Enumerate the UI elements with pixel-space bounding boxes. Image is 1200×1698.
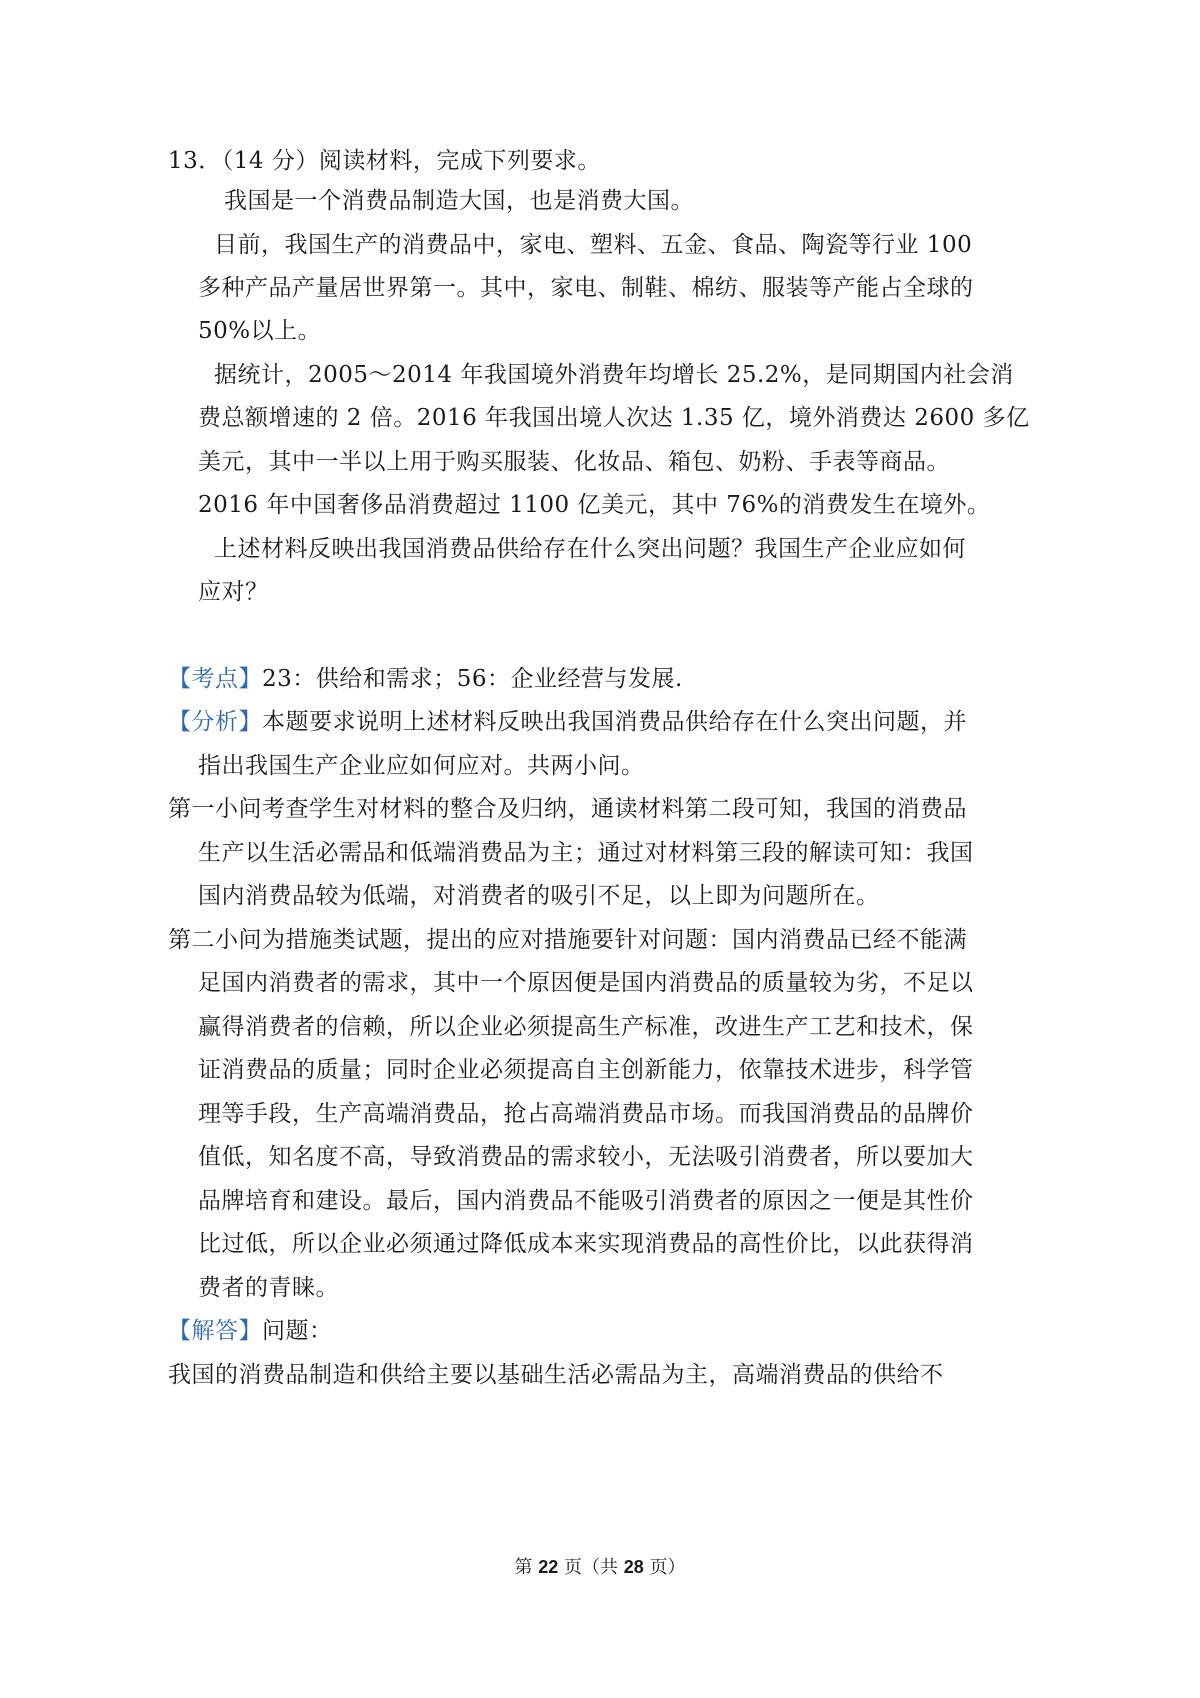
question-line: 美元，其中一半以上用于购买服装、化妆品、箱包、奶粉、手表等商品。: [198, 449, 950, 475]
fenxi-tag: 【分析】: [168, 709, 262, 735]
kaodian-text: 23：供给和需求；56：企业经营与发展.: [262, 666, 683, 692]
fenxi-line: 指出我国生产企业应如何应对。共两小问。: [198, 753, 645, 779]
footer-page-number: 22: [538, 1557, 559, 1577]
question-line: 费总额增速的 2 倍。2016 年我国出境人次达 1.35 亿，境外消费达 2600 多亿: [198, 405, 1030, 431]
fenxi-line: 品牌培育和建设。最后，国内消费品不能吸引消费者的原因之一便是其性价: [198, 1188, 974, 1214]
fenxi-line: 值低，知名度不高，导致消费品的需求较小，无法吸引消费者，所以要加大: [198, 1144, 974, 1170]
fenxi-row: [168, 707, 967, 737]
question-line: 据统计，2005～2014 年我国境外消费年均增长 25.2%，是同期国内社会消: [214, 362, 1014, 388]
question-line: 应对？: [198, 579, 269, 605]
kaodian-row: [168, 664, 683, 694]
question-line: 上述材料反映出我国消费品供给存在什么突出问题？我国生产企业应如何: [214, 536, 966, 562]
question-header: 13．（14 分）阅读材料，完成下列要求。: [168, 148, 601, 174]
question-line: 2016 年中国奢侈品消费超过 1100 亿美元，其中 76%的消费发生在境外。: [198, 492, 991, 518]
kaodian-tag: 【考点】: [168, 666, 262, 692]
footer-middle: 页（共: [558, 1557, 624, 1578]
jieda-line: 我国的消费品制造和供给主要以基础生活必需品为主，高端消费品的供给不: [168, 1362, 944, 1388]
page-footer: [0, 1555, 1200, 1580]
footer-total-pages: 28: [623, 1557, 644, 1577]
fenxi-line: 生产以生活必需品和低端消费品为主；通过对材料第三段的解读可知：我国: [198, 840, 974, 866]
footer-suffix: 页）: [643, 1557, 686, 1578]
fenxi-line: 国内消费品较为低端，对消费者的吸引不足，以上即为问题所在。: [198, 883, 880, 909]
fenxi-line: 足国内消费者的需求，其中一个原因便是国内消费品的质量较为劣，不足以: [198, 970, 974, 996]
question-line: 50%以上。: [198, 318, 322, 344]
question-line: 目前，我国生产的消费品中，家电、塑料、五金、食品、陶瓷等行业 100: [214, 232, 973, 258]
jieda-text: 问题：: [262, 1318, 333, 1344]
footer-prefix: 第: [514, 1557, 539, 1578]
question-line: 多种产品产量居世界第一。其中，家电、制鞋、棉纺、服装等产能占全球的: [198, 275, 974, 301]
fenxi-line: 比过低，所以企业必须通过降低成本来实现消费品的高性价比，以此获得消: [198, 1231, 974, 1257]
fenxi-line: 赢得消费者的信赖，所以企业必须提高生产标准，改进生产工艺和技术，保: [198, 1014, 974, 1040]
question-line: 我国是一个消费品制造大国，也是消费大国。: [224, 188, 694, 214]
fenxi-line: 证消费品的质量；同时企业必须提高自主创新能力，依靠技术进步，科学管: [198, 1057, 974, 1083]
jieda-row: [168, 1316, 333, 1346]
fenxi-line: 费者的青睐。: [198, 1275, 339, 1301]
jieda-tag: 【解答】: [168, 1318, 262, 1344]
fenxi-line: 第二小问为措施类试题，提出的应对措施要针对问题：国内消费品已经不能满: [168, 927, 967, 953]
fenxi-first-line: 本题要求说明上述材料反映出我国消费品供给存在什么突出问题，并: [262, 709, 967, 735]
fenxi-line: 第一小问考查学生对材料的整合及归纳，通读材料第二段可知，我国的消费品: [168, 796, 967, 822]
fenxi-line: 理等手段，生产高端消费品，抢占高端消费品市场。而我国消费品的品牌价: [198, 1101, 974, 1127]
